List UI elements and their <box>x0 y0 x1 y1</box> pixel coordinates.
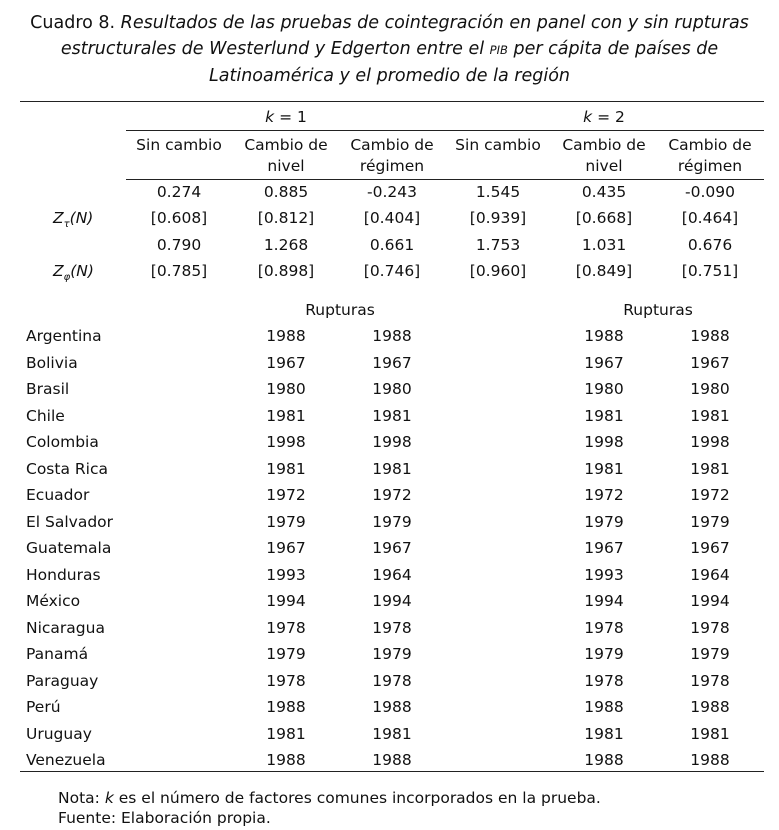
table-caption <box>0 10 779 89</box>
break-year: 1994 <box>584 592 624 610</box>
country-name: Uruguay <box>26 725 92 743</box>
column-header-line2: nivel <box>267 157 305 175</box>
break-year: 1998 <box>584 433 624 451</box>
statistic-pvalue: [0.785] <box>150 262 208 280</box>
break-year: 1981 <box>690 725 730 743</box>
break-year: 1988 <box>372 751 412 769</box>
break-year: 1978 <box>372 619 412 637</box>
break-year: 1981 <box>584 725 624 743</box>
statistic-pvalue: [0.608] <box>150 209 208 227</box>
country-name: Honduras <box>26 566 101 584</box>
caption-line-2 <box>0 36 779 63</box>
break-year: 1988 <box>266 751 306 769</box>
break-year: 1964 <box>690 566 730 584</box>
group-header-rule <box>126 130 764 131</box>
country-name: Bolivia <box>26 354 78 372</box>
stat-subscript: φ <box>63 272 71 283</box>
caption-label: Cuadro 8. <box>30 13 116 33</box>
statistic-value: -0.090 <box>685 183 735 201</box>
break-year: 1994 <box>690 592 730 610</box>
break-year: 1967 <box>372 354 412 372</box>
break-year: 1981 <box>584 407 624 425</box>
break-year: 1967 <box>584 354 624 372</box>
caption-line-3: Latinoamérica y el promedio de la región <box>209 66 570 86</box>
country-name: Ecuador <box>26 486 90 504</box>
caption-title-2b: per cápita de países de <box>513 39 719 59</box>
statistic-value: 0.790 <box>156 236 202 254</box>
top-rule <box>20 101 764 102</box>
break-year: 1967 <box>690 354 730 372</box>
statistic-value: 1.268 <box>263 236 309 254</box>
break-year: 1994 <box>372 592 412 610</box>
caption-line-1 <box>0 10 779 36</box>
breaks-header: Rupturas <box>305 301 375 319</box>
break-year: 1993 <box>266 566 306 584</box>
group-var: k <box>583 108 593 126</box>
break-year: 1964 <box>372 566 412 584</box>
break-year: 1981 <box>266 407 306 425</box>
break-year: 1967 <box>372 539 412 557</box>
break-year: 1972 <box>584 486 624 504</box>
break-year: 1972 <box>266 486 306 504</box>
column-header-line2: nivel <box>585 157 623 175</box>
break-year: 1967 <box>584 539 624 557</box>
break-year: 1978 <box>372 672 412 690</box>
statistic-value: 0.274 <box>156 183 202 201</box>
group-value: = 2 <box>597 108 625 126</box>
statistic-pvalue: [0.404] <box>363 209 421 227</box>
breaks-header: Rupturas <box>623 301 693 319</box>
break-year: 1981 <box>372 725 412 743</box>
break-year: 1978 <box>690 672 730 690</box>
statistic-value: 0.885 <box>263 183 309 201</box>
break-year: 1988 <box>372 698 412 716</box>
break-year: 1998 <box>690 433 730 451</box>
stat-symbol: Z <box>53 262 64 280</box>
statistic-label <box>53 208 93 235</box>
statistic-value: 0.676 <box>687 236 733 254</box>
statistic-pvalue: [0.746] <box>363 262 421 280</box>
break-year: 1967 <box>266 539 306 557</box>
break-year: 1979 <box>690 513 730 531</box>
break-year: 1978 <box>584 619 624 637</box>
country-name: Chile <box>26 407 65 425</box>
stat-subscript: τ <box>63 219 70 230</box>
break-year: 1978 <box>584 672 624 690</box>
break-year: 1981 <box>690 460 730 478</box>
break-year: 1980 <box>584 380 624 398</box>
country-name: El Salvador <box>26 513 114 531</box>
break-year: 1981 <box>584 460 624 478</box>
break-year: 1980 <box>266 380 306 398</box>
table-source: Fuente: Elaboración propia. <box>58 809 271 827</box>
country-name: Brasil <box>26 380 70 398</box>
column-header-rule <box>126 179 764 180</box>
break-year: 1967 <box>690 539 730 557</box>
statistic-pvalue: [0.812] <box>257 209 315 227</box>
group-header-k2 <box>544 107 664 127</box>
break-year: 1988 <box>372 327 412 345</box>
column-header-line1: Cambio de <box>668 136 752 154</box>
statistic-pvalue: [0.960] <box>469 262 527 280</box>
statistic-value: 1.031 <box>581 236 627 254</box>
country-name: México <box>26 592 81 610</box>
group-value: = 1 <box>279 108 307 126</box>
column-header-line1: Cambio de <box>562 136 646 154</box>
break-year: 1979 <box>266 645 306 663</box>
break-year: 1978 <box>266 672 306 690</box>
statistic-pvalue: [0.898] <box>257 262 315 280</box>
country-name: Costa Rica <box>26 460 108 478</box>
column-header-line1: Sin cambio <box>136 136 222 154</box>
break-year: 1998 <box>266 433 306 451</box>
caption-title-2a: estructurales de Westerlund y Edgerton entre el <box>60 39 485 59</box>
group-header-k1 <box>226 107 346 127</box>
statistic-pvalue: [0.668] <box>575 209 633 227</box>
stat-argument: (N) <box>69 209 94 227</box>
break-year: 1981 <box>372 460 412 478</box>
break-year: 1988 <box>690 751 730 769</box>
country-name: Argentina <box>26 327 102 345</box>
column-header-line1: Sin cambio <box>455 136 541 154</box>
break-year: 1979 <box>690 645 730 663</box>
break-year: 1988 <box>584 698 624 716</box>
note-var: k <box>104 789 114 807</box>
statistic-pvalue: [0.939] <box>469 209 527 227</box>
break-year: 1972 <box>372 486 412 504</box>
break-year: 1980 <box>690 380 730 398</box>
break-year: 1998 <box>372 433 412 451</box>
statistic-label <box>53 261 94 288</box>
column-header-line2: régimen <box>677 157 743 175</box>
break-year: 1979 <box>372 513 412 531</box>
stat-argument: (N) <box>70 262 94 280</box>
caption-title-1: Resultados de las pruebas de cointegración en panel con y sin rupturas <box>120 13 749 33</box>
statistic-pvalue: [0.849] <box>575 262 633 280</box>
break-year: 1978 <box>266 619 306 637</box>
country-name: Venezuela <box>26 751 106 769</box>
country-name: Paraguay <box>26 672 99 690</box>
break-year: 1978 <box>690 619 730 637</box>
statistic-value: 1.545 <box>475 183 521 201</box>
break-year: 1988 <box>266 327 306 345</box>
statistic-value: -0.243 <box>367 183 417 201</box>
statistic-pvalue: [0.464] <box>681 209 739 227</box>
break-year: 1979 <box>372 645 412 663</box>
break-year: 1980 <box>372 380 412 398</box>
break-year: 1988 <box>690 327 730 345</box>
note-prefix: Nota: <box>58 789 100 807</box>
break-year: 1993 <box>584 566 624 584</box>
break-year: 1979 <box>584 645 624 663</box>
bottom-rule <box>20 771 764 772</box>
country-name: Perú <box>26 698 61 716</box>
column-header-line1: Cambio de <box>244 136 328 154</box>
break-year: 1994 <box>266 592 306 610</box>
country-name: Nicaragua <box>26 619 105 637</box>
break-year: 1981 <box>690 407 730 425</box>
column-header-line1: Cambio de <box>350 136 434 154</box>
statistic-value: 0.661 <box>369 236 415 254</box>
break-year: 1981 <box>266 460 306 478</box>
break-year: 1979 <box>266 513 306 531</box>
country-name: Panamá <box>26 645 89 663</box>
table-note <box>58 788 601 808</box>
break-year: 1967 <box>266 354 306 372</box>
stat-symbol: Z <box>53 209 64 227</box>
break-year: 1988 <box>690 698 730 716</box>
break-year: 1972 <box>690 486 730 504</box>
note-text: es el número de factores comunes incorporados en la prueba. <box>118 789 601 807</box>
break-year: 1981 <box>266 725 306 743</box>
break-year: 1988 <box>584 751 624 769</box>
break-year: 1979 <box>584 513 624 531</box>
caption-title-2-smallcaps: PIB <box>489 43 508 57</box>
country-name: Guatemala <box>26 539 112 557</box>
group-var: k <box>265 108 275 126</box>
break-year: 1988 <box>266 698 306 716</box>
break-year: 1981 <box>372 407 412 425</box>
statistic-value: 0.435 <box>581 183 627 201</box>
country-name: Colombia <box>26 433 99 451</box>
break-year: 1988 <box>584 327 624 345</box>
statistic-pvalue: [0.751] <box>681 262 739 280</box>
column-header-line2: régimen <box>359 157 425 175</box>
statistic-value: 1.753 <box>475 236 521 254</box>
